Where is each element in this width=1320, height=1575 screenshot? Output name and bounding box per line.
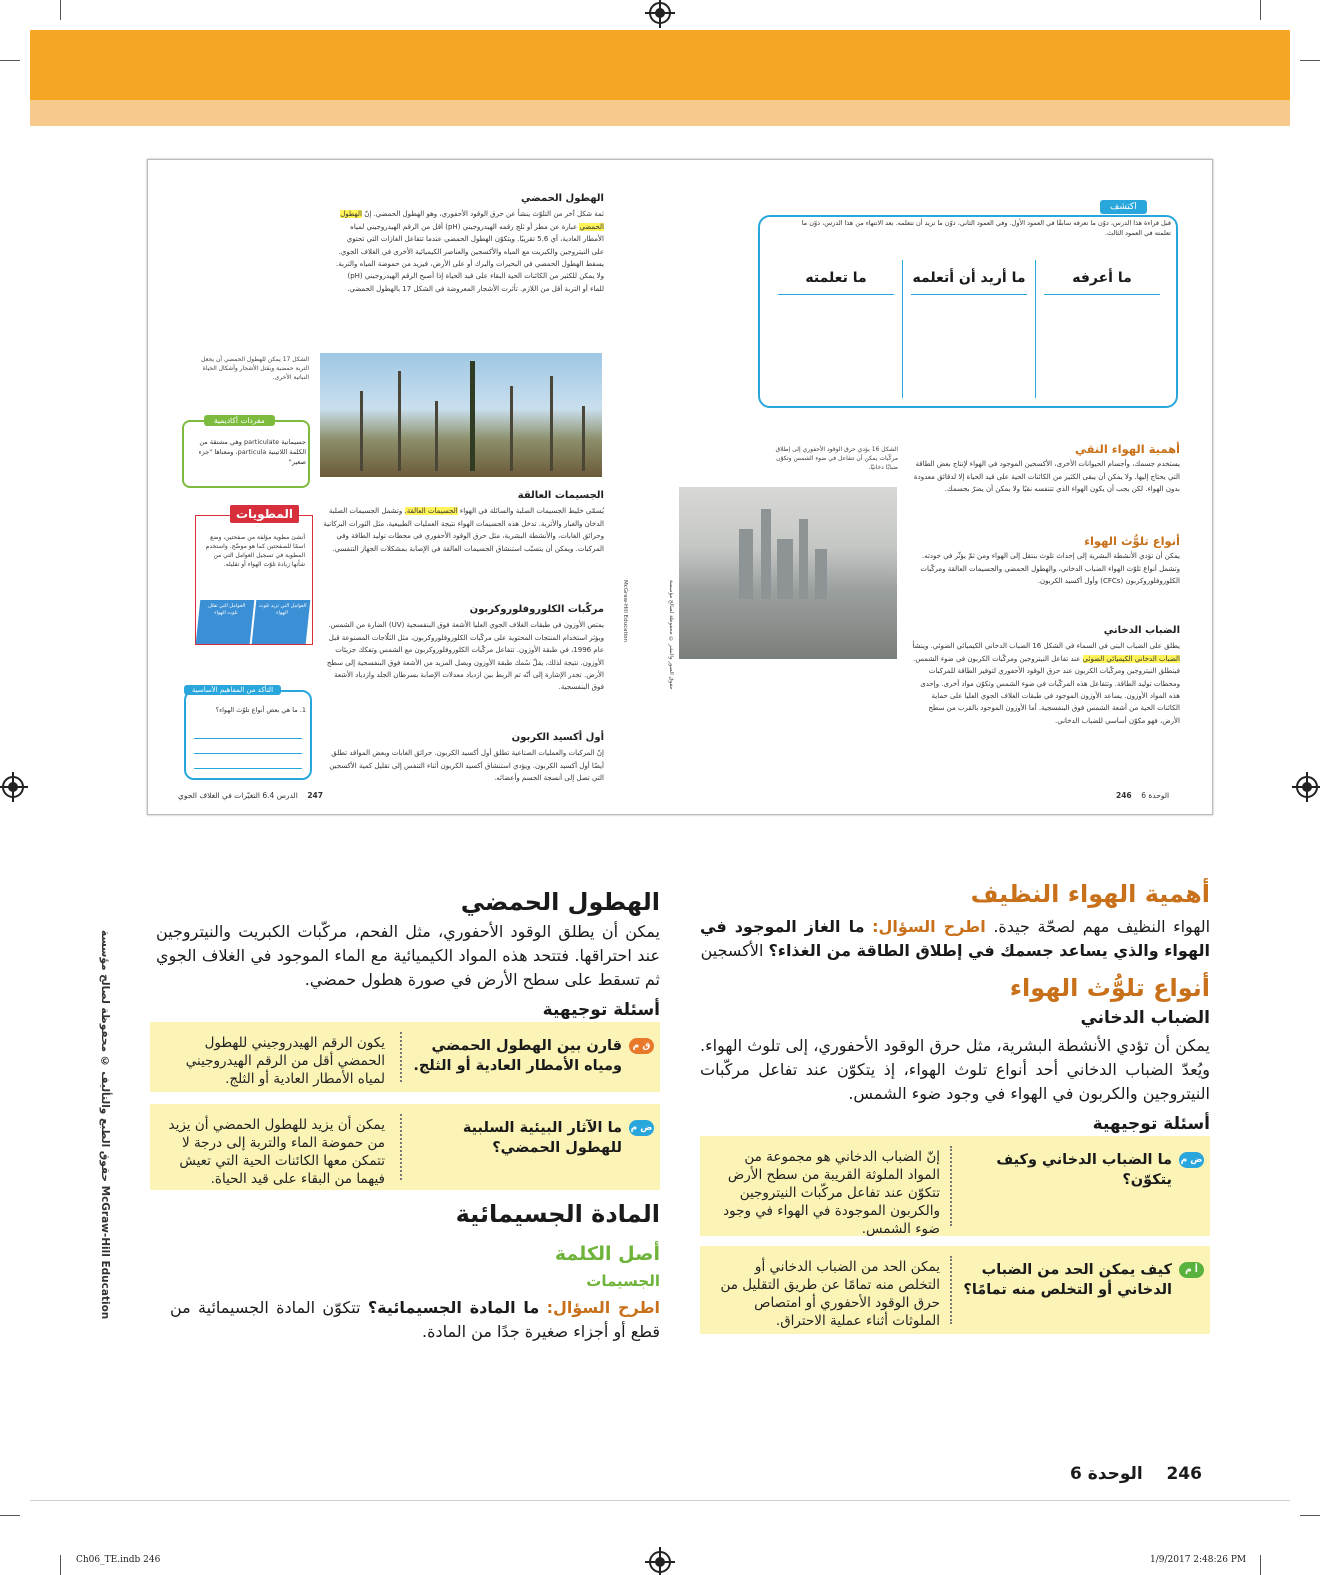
- crop-mark: [1260, 0, 1261, 20]
- difficulty-badge: ض م: [1179, 1152, 1204, 1168]
- guiding-answer: يمكن أن يزيد للهطول الحمضي أن يزيد من حموضة الماء والتربة إلى درجة لا تتمكن معها الكائنات الحية التي تعيش فيهما من البقاء على قيد الحياة.: [168, 1117, 385, 1187]
- word-origin-term: الجسيمات: [586, 1272, 660, 1290]
- section-heading: أهمية الهواء النقي: [1074, 442, 1180, 456]
- dead-trees-photo: [320, 353, 602, 477]
- kwl-columns: [770, 260, 1168, 398]
- pollution-heading: أنواع تلوُّث الهواء: [1009, 974, 1210, 1002]
- crop-mark: [1260, 1555, 1261, 1575]
- section-heading: مركّبات الكلوروفلوروكربون: [469, 604, 604, 615]
- section-text: إنّ المركبات والعمليات الصناعية تطلق أول أكسيد الكربون. حرائق الغابات وبعض المواقد تطلق أيضًا أول أكسيد الكربون. ويؤدي استنشاق أكسيد الكربون أثناء التنفس إلى تقليل كمية الأكسجين التي تصل إلى أنسجة الجسم وأعضائه.: [329, 749, 604, 783]
- registration-mark-icon: [649, 1551, 671, 1573]
- crop-mark: [0, 60, 20, 61]
- guiding-answer: يكون الرقم الهيدروجيني للهطول الحمضي أقل من الرقم الهيدروجيني لمياه الأمطار العادية أو الثلج.: [185, 1035, 385, 1087]
- section-text: يستخدم جسمك، وأجسام الحيوانات الأخرى، الأكسجين الموجود في الهواء لإنتاج بعض الطاقة التي يحتاج إليها. ولا يمكن أن يبقى الكثير من الكائنات الحية على قيد الحياة إلا لدقائق معدودة بدون الهواء. لكن يجب أن يكون الهواء الذي تتنفسه نقيًا ولا يمكن أن يضرّ بجسمك.: [913, 460, 1180, 494]
- page-footer: 246 الوحدة 6: [1070, 1464, 1202, 1484]
- student-edition-spread: [147, 159, 1213, 815]
- check-concepts-box: [184, 690, 312, 780]
- co-section: [320, 732, 604, 785]
- header-band-light: [30, 100, 1290, 126]
- particulate-heading: المادة الجسيمائية: [455, 1200, 660, 1228]
- clean-air-heading: أهمية الهواء النظيف: [970, 880, 1210, 908]
- section-text: يمكن أن تؤدي الأنشطة البشرية إلى إحداث تلوث ينتقل إلى الهواء ومن ثمّ يؤثّر في جودته. وتشمل أنواع تلوّث الهواء الضباب الدخاني، والهطول الحمضي والجسيمات العالقة ومركّبات الكلوروفلوروكربون (CFCs) وأول أكسيد الكربون.: [920, 552, 1180, 586]
- vocab-tag: مفردات أكاديمية: [204, 415, 275, 426]
- section-heading: أول أكسيد الكربون: [511, 732, 604, 743]
- crop-mark: [60, 1555, 61, 1575]
- smog-city-photo: [679, 487, 897, 659]
- footer-rule: [30, 1500, 1290, 1501]
- guiding-question: قارن بين الهطول الحمضي ومياه الأمطار العادية أو الثلج.: [413, 1038, 622, 1074]
- section-text: يُسمّى خليط الجسيمات الصلبة والسائلة في الهواء الجسيمات العالقة. وتشمل الجسيمات الصلبة الدخان والغبار والأتربة. تدخل هذه الجسيمات الهواء نتيجة العمليات الطبيعية، مثل الثورات البركانية وحرائق الغابات، والأنشطة البشرية، مثل حرق الوقود الأحفوري في محطات توليد الطاقة وفي المركبات. ويمكن أن يتسبّب استنشاق الجسيمات العالقة في الإصابة بمشكلات الجهاز التنفسي.: [323, 507, 604, 553]
- guiding-answer: إنّ الضباب الدخاني هو مجموعة من المواد الملوثة القريبة من سطح الأرض تتكوّن عند تفاعل مركّبات النيتروجين والكربون الموجودة في الهواء في وجود ضوء الشمس.: [723, 1149, 940, 1237]
- difficulty-badge: أ م: [1179, 1262, 1204, 1278]
- smog-text: يمكن أن تؤدي الأنشطة البشرية، مثل حرق الوقود الأحفوري، إلى تلوث الهواء. ويُعدّ الضباب الدخاني أحد أنواع تلوث الهواء، إذ يتكوّن عند تفاعل مركّبات النيتروجين والكربون في الهواء في وجود ضوء الشمس.: [700, 1036, 1210, 1103]
- key-term: الجسيمات العالقة.: [404, 507, 458, 516]
- difficulty-badge: ض م: [629, 1120, 654, 1136]
- fold-tabs: [198, 600, 308, 644]
- registration-mark-icon: [649, 2, 671, 24]
- vertical-credit: McGraw-Hill Education: [622, 580, 628, 642]
- cfc-section: [320, 604, 604, 694]
- crop-mark: [60, 0, 61, 20]
- slug-date: 1/9/2017 2:48:26 PM: [1150, 1555, 1247, 1565]
- left-page-footer: 247 الدرس 6.4 التغيّرات في الغلاف الجوي: [178, 791, 323, 800]
- right-page-footer: الوحدة 6 246: [1116, 791, 1170, 800]
- acid-rain-heading: الهطول الحمضي: [460, 888, 660, 916]
- copyright-vertical: حقوق الطبع والتأليف © محفوظة لصالح مؤسسة McGraw-Hill Education: [99, 930, 111, 1320]
- figure-16-caption: الشكل 16 يؤدي حرق الوقود الأحفوري إلى إطلاق مركّبات يمكن أن تتفاعل في ضوء الشمس وتكوّن ضبابًا دخانيًا.: [775, 446, 898, 471]
- section-text: يطلق على الضباب البني في السماء في الشكل 16 الضباب الدخاني الكيميائي الضوئي. وينشأ الضباب الدخاني الكيميائي الضوئي عند تفاعل النيتروجين ومركّبات الكربون في ضوء الشمس. فينطلق النيتروجين ومركّبات الكربون عند حرق الوقود الأحفوري لتوفير الطاقة للمركبات ومحطات توليد الطاقة. وتتفاعل هذه المركّبات في ضوء الشمس وتكوّن مواد أخرى. وإحدى هذه المواد الأوزون. يساعد الأوزون الموجود في طبقات الغلاف الجوي العليا على حماية الكائنات الحية من أشعة الشمس فوق البنفسجية. أما الأوزون الموجود بالقرب من سطح الأرض، فهو مكوّن أساسي للضباب الدخاني.: [912, 642, 1180, 725]
- guiding-question: كيف يمكن الحد من الضباب الدخاني أو التخلص منه تمامًا؟: [963, 1262, 1172, 1298]
- particulate-text: اطرح السؤال: ما المادة الجسيمائية؟ تتكوّن المادة الجسيمائية من قطع أو أجزاء صغيرة جدًا من المادة.: [170, 1298, 661, 1341]
- section-heading: الجسيمات العالقة: [517, 490, 604, 501]
- acid-rain-section: [336, 193, 604, 295]
- section-text: ثمة شكل آخر من التلوّث ينشأ عن حرق الوقود الأحفوري، وهو الهطول الحمضي. إنّ الهطول الحمضي عبارة عن مطر أو ثلج رقمه الهيدروجيني (pH) أقل من الرقم الهيدروجيني لمياه الأمطار العادية، أي 5.6 تقريبًا. ويتكوّن الهطول الحمضي عندما تتفاعل الغازات التي تحتوي على النيتروجين والكبريت مع المياه والأكسجين والعناصر الكيميائية الأخرى في الغلاف الجوي. يسقط الهطول الحمضي في البحيرات والبرك أو على الأرض، فيزيد من حموضة المياه والتربة. ولا يمكن للكثير من الكائنات الحية البقاء على قيد الحياة إذا أصبح الرقم الهيدروجيني (pH) للماء أو التربة أقل من اللازم. تأثرت الأشجار المعروضة في الشكل 17 بالهطول الحمضي.: [336, 210, 604, 293]
- pollution-section: [908, 535, 1180, 588]
- smog-section: [908, 625, 1180, 727]
- kwl-column: ما أعرفه: [1035, 260, 1168, 398]
- guiding-answer: يمكن الحد من الضباب الدخاني أو التخلص منه تمامًا عن طريق التقليل من حرق الوقود الأحفوري أو امتصاص الملوثات أثناء عملية الاحتراق.: [720, 1259, 940, 1329]
- answer-line: [194, 738, 302, 739]
- header-band: [30, 30, 1290, 100]
- answer-line: [194, 768, 302, 769]
- guiding-question-box: [150, 1022, 660, 1092]
- guiding-question-box: [700, 1246, 1210, 1334]
- particulate-section: [320, 490, 604, 555]
- slug-file: Ch06_TE.indb 246: [76, 1555, 161, 1565]
- clean-air-text: الهواء النظيف مهم لصحّة جيدة. اطرح السؤال: ما الغاز الموجود في الهواء والذي يساعد جسمك في إطلاق الطاقة من الغذاء؟ الأكسجين: [700, 917, 1211, 960]
- guiding-question-box: [700, 1136, 1210, 1236]
- photo-credit: حقوق الصور والنشر © محفوظة لصالح مؤسسة: [668, 580, 674, 690]
- foldables-tag: المطويات: [230, 505, 299, 523]
- guiding-question-box: [150, 1104, 660, 1190]
- acid-rain-text: يمكن أن يطلق الوقود الأحفوري، مثل الفحم، مركّبات الكبريت والنيتروجين عند احتراقها. فتتحد هذه المواد الكيميائية مع الماء الموجود في الغلاف الجوي ثم تسقط على سطح الأرض في صورة هطول حمضي.: [156, 922, 660, 989]
- fold-tab: العوامل التي تزيد تلوث الهواء: [252, 600, 311, 644]
- guiding-questions-heading: أسئلة توجيهية: [542, 1000, 660, 1020]
- check-question: 1. ما هي بعض أنواع تلوّث الهواء؟: [215, 706, 306, 714]
- explore-tag: اكتشف: [1100, 200, 1147, 214]
- clean-air-section: [908, 443, 1180, 496]
- registration-mark-icon: [2, 776, 24, 798]
- foldables-text: أنشئ مطوية مؤلفة من صفحتين، وضع اسمًا للصفحتين كما هو موضّح. واستخدم المطوية في تسجيل العوامل التي من شأنها زيادة تلوّث الهواء أو تقليله.: [205, 534, 305, 568]
- kwl-column: ما تعلمته: [770, 260, 902, 398]
- key-term: الضباب الدخاني الكيميائي الضوئي: [1082, 654, 1180, 663]
- section-heading: أنواع تلوُّث الهواء: [1084, 534, 1180, 548]
- word-origin-heading: أصل الكلمة: [554, 1243, 660, 1265]
- explore-intro: قبل قراءة هذا الدرس، دوّن ما تعرفه سابقًا في العمود الأول. وفي العمود الثاني، دوّن ما تريد أن تتعلمه. بعد الانتهاء من هذا الدرس، دوّن ما تعلمته في العمود الثالث.: [801, 219, 1171, 237]
- section-heading: الهطول الحمضي: [520, 193, 604, 204]
- registration-mark-icon: [1296, 776, 1318, 798]
- crop-mark: [0, 1515, 20, 1516]
- answer-line: [194, 753, 302, 754]
- section-text: يمتص الأوزون في طبقات الغلاف الجوي العليا الأشعة فوق البنفسجية (UV) الضارة من الشمس. ويؤثر استخدام المنتجات المحتوية على مركّبات الكلوروفلوروكربون، مثل الثلّاجات المصنوعة قبل عام 1996، في طبقة الأوزون. تتفاعل مركّبات الكلوروفلوروكربون مع الشمس وتفكك جزيئات الأوزون. نتيجة لذلك، يقلّ سُمك طبقة الأوزون ويصل المزيد من الأشعة فوق البنفسجية إلى سطح الأرض. تجدر الإشارة إلى أنّه تم الربط بين ازدياد معدلات الإصابة بسرطان الجلد وازدياد الأشعة فوق البنفسجية.: [326, 621, 604, 692]
- guiding-question: ما الآثار البيئية السلبية للهطول الحمضي؟: [462, 1120, 622, 1156]
- difficulty-badge: ق م: [629, 1038, 654, 1054]
- figure-17-caption: الشكل 17 يمكن للهطول الحمضي أن يجعل التربة حمضية ويقتل الأشجار وأشكال الحياة النباتية الأخرى.: [201, 356, 309, 381]
- crop-mark: [1300, 60, 1320, 61]
- guiding-questions-heading: أسئلة توجيهية: [1092, 1114, 1210, 1134]
- crop-mark: [1300, 1515, 1320, 1516]
- check-concepts-tag: التأكد من المفاهيم الأساسية: [184, 685, 281, 695]
- guiding-question: ما الضباب الدخاني وكيف يتكوّن؟: [996, 1152, 1172, 1188]
- smog-heading: الضباب الدخاني: [1080, 1008, 1210, 1028]
- fold-tab: العوامل التي تقلل تلوث الهواء: [196, 600, 255, 644]
- key-term: الهطول الحمضي: [340, 210, 604, 231]
- kwl-column: ما أريد أن أتعلمه: [902, 260, 1035, 398]
- section-heading: الضباب الدخاني: [1103, 625, 1180, 636]
- vocab-text: جسيماتية particulate وهي مشتقة من الكلمة اللاتينية particula، ومعناها "جزء صغير": [198, 438, 306, 466]
